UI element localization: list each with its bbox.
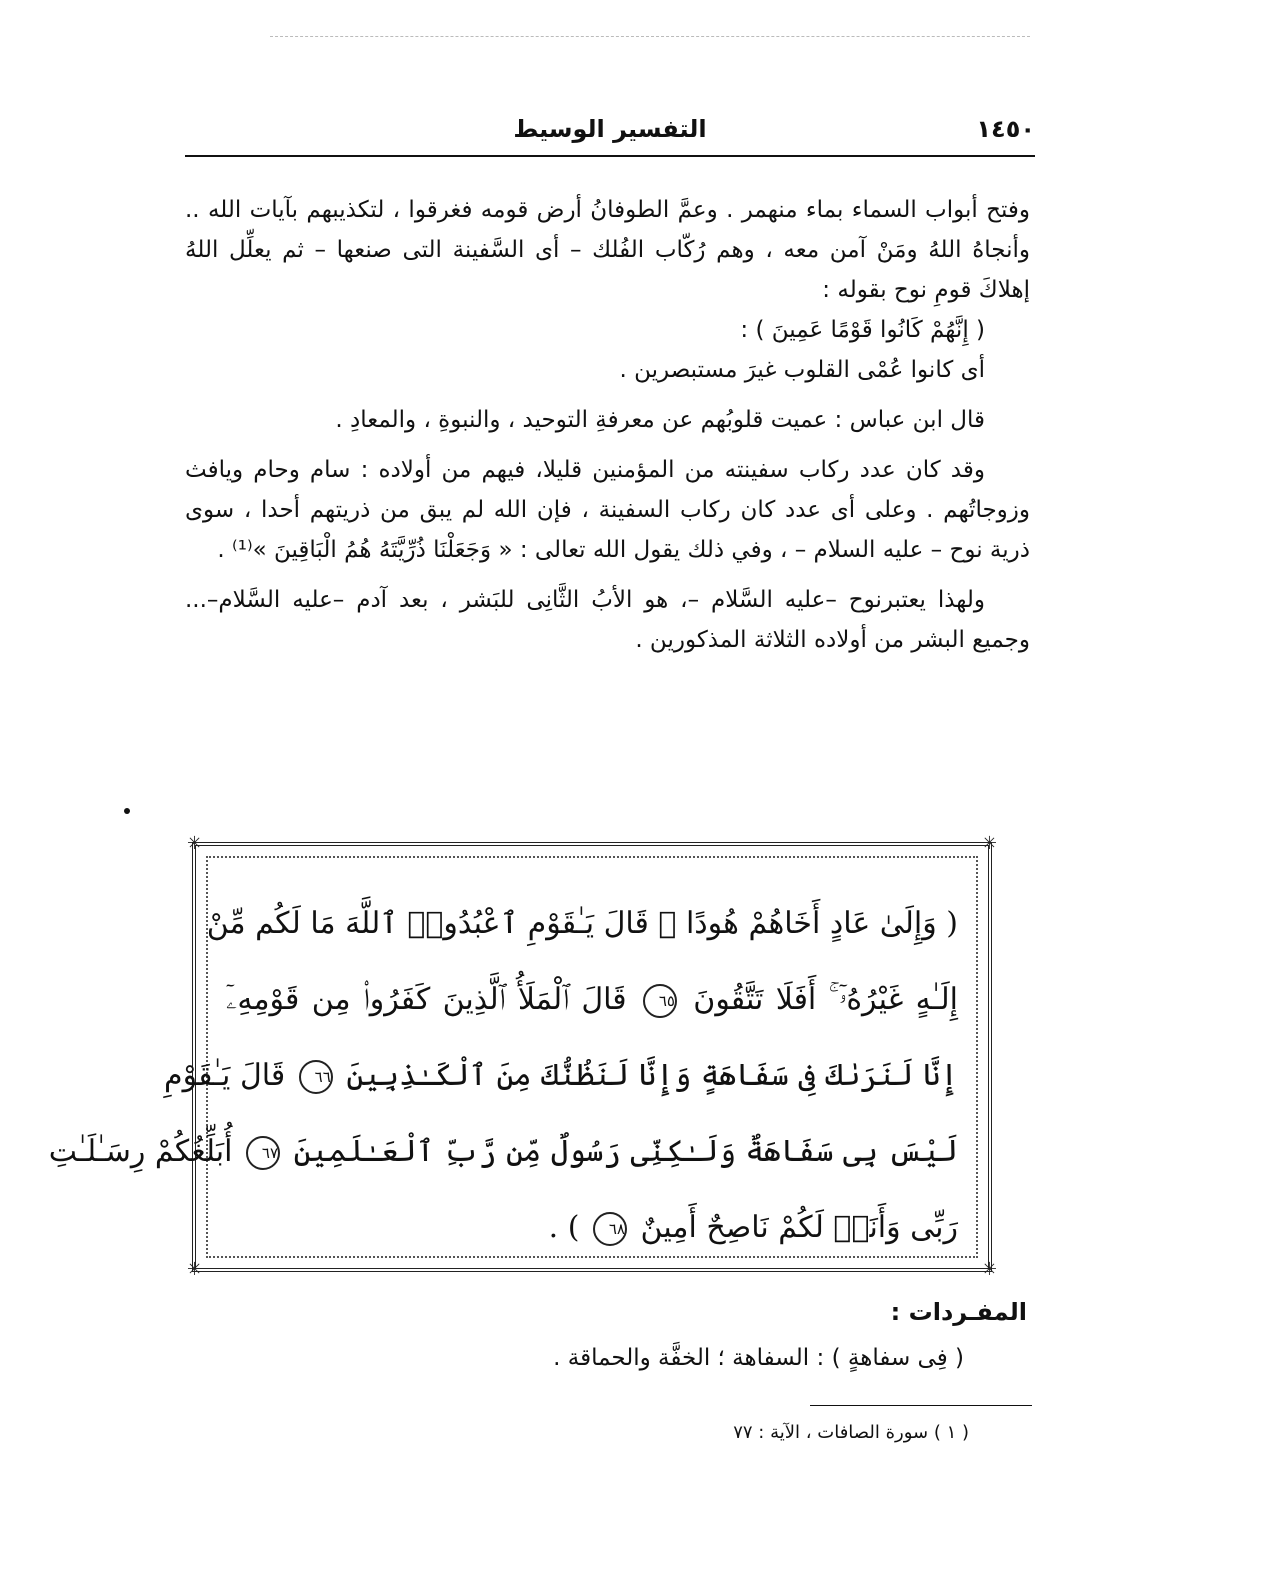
corner-star-icon: ✳	[981, 833, 997, 854]
quran-text-segment: إِلَـٰهٍ غَيْرُهُۥٓ ۚ أَفَلَا تَتَّقُونَ	[693, 982, 958, 1017]
vocabulary-heading: المفـردات :	[890, 1298, 1027, 1326]
quran-line-5	[226, 1190, 958, 1266]
quran-verses	[48, 886, 958, 1266]
paragraph-second-father: ولهذا يعتبرنوح –عليه السَّلام –، هو الأبُ الثَّانِى للبَشر ، بعد آدم –عليه السَّلام–... وجميع البشر من أولاده الثلاثة المذكورين .	[185, 587, 1030, 653]
quran-text-segment: إِنَّا لَنَرَىٰكَ فِى سَفَاهَةٍ وَإِنَّا لَنَظُنُّكَ مِنَ ٱلْكَـٰذِبِينَ	[346, 1058, 958, 1093]
ayah-number-67: ٦٧	[246, 1136, 280, 1170]
commentary-text	[185, 190, 1030, 660]
verse-explanation: أى كانوا عُمْى القلوب غيرَ مستبصرين .	[619, 357, 985, 383]
paragraph-ibn-abbas: قال ابن عباس : عميت قلوبُهم عن معرفةِ التوحيد ، والنبوةِ ، والمعادِ .	[335, 407, 985, 433]
quran-line-4	[48, 1114, 958, 1190]
quran-verse-frame	[48, 833, 997, 1280]
footnote: ( ١ ) سورة الصافات ، الآية : ٧٧	[733, 1422, 969, 1443]
quran-text-segment: ( وَإِلَىٰ عَادٍ أَخَاهُمْ هُودًا ۗ قَالَ يَـٰقَوْمِ ٱعْبُدُوا۟ ٱللَّهَ مَا لَكُم مِّنْ	[206, 906, 958, 941]
page-header	[185, 115, 1035, 155]
running-title: التفسير الوسيط	[513, 115, 707, 143]
quran-text-segment: لَيْسَ بِى سَفَاهَةٌ وَلَـٰكِنِّى رَسُولٌ مِّن رَّبِّ ٱلْعَـٰلَمِينَ	[293, 1134, 958, 1169]
vocabulary-entry: ( فِى سفاهةٍ ) : السفاهة ؛ الخفَّة والحماقة .	[553, 1345, 964, 1371]
quran-text-segment: ) .	[548, 1210, 580, 1245]
footnote-rule	[810, 1405, 1032, 1406]
quran-text-segment: أُبَلِّغُكُمْ رِسَـٰلَـٰتِ	[48, 1134, 233, 1169]
corner-star-icon: ✳	[187, 833, 203, 854]
quran-line-3	[164, 1038, 958, 1114]
quran-line-1	[206, 886, 958, 962]
top-dashed-line	[270, 36, 1030, 37]
paragraph-flood: وفتح أبواب السماء بماء منهمر . وعمَّ الطوفانُ أرض قومه فغرقوا ، لتكذيبهم بآيات الله .. وأنجاهُ اللهُ ومَنْ آمن معه ، وهم رُكّاب الفُلك – أى السَّفينة التى صنعها – ثم يعلِّل اللهُ إهلاكَ قومِ نوح بقوله :	[185, 197, 1030, 303]
ayah-number-66: ٦٦	[299, 1060, 333, 1094]
verse-quote: ( إِنَّهُمْ كَانُوا قَوْمًا عَمِينَ ) :	[740, 317, 985, 343]
quran-text-segment: قَالَ يَـٰقَوْمِ	[164, 1058, 286, 1093]
header-rule	[185, 155, 1035, 157]
quran-line-2	[226, 962, 958, 1038]
corner-star-icon: ✳	[187, 1259, 203, 1280]
ayah-number-65: ٦٥	[643, 984, 677, 1018]
paragraph-ark-passengers: وقد كان عدد ركاب سفينته من المؤمنين قليلا، فيهم من أولاده : سام وحام ويافث وزوجاتُهم . وعلى أى عدد كان ركاب السفينة ، فإن الله لم يبق من ذريتهم أحدا ، سوى ذرية نوح – عليه السلام – ، وفي ذلك يقول الله تعالى : « وَجَعَلْنَا ذُرِّيَّتَهُ هُمُ الْبَاقِينَ »⁽¹⁾ .	[185, 457, 1030, 563]
quran-text-segment: رَبِّى وَأَنَا۠ لَكُمْ نَاصِحٌ أَمِينٌ	[640, 1210, 958, 1245]
ayah-number-68: ٦٨	[593, 1212, 627, 1246]
quran-text-segment: قَالَ ٱلْمَلَأُ ٱلَّذِينَ كَفَرُوا۟ مِن قَوْمِهِۦٓ	[226, 982, 627, 1017]
margin-dot	[124, 808, 130, 814]
corner-star-icon: ✳	[981, 1259, 997, 1280]
page-number: ١٤٥٠	[976, 115, 1035, 143]
